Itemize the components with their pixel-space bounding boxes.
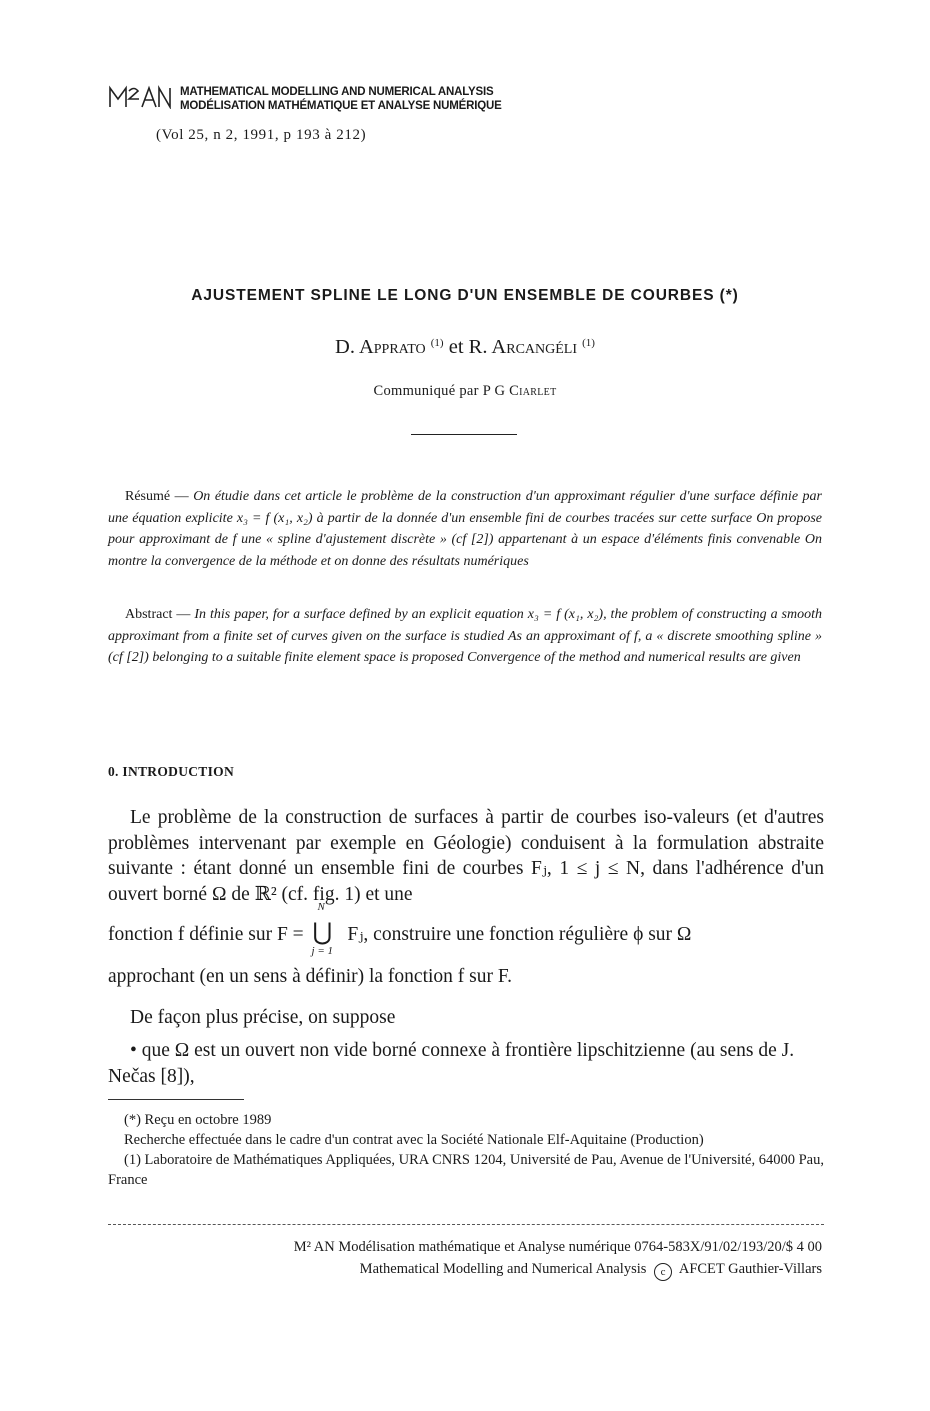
author-1: D. Apprato (335, 336, 426, 358)
intro-paragraph-1-end: approchant (en un sens à définir) la fonction f sur F. (108, 966, 513, 987)
abstract-block (108, 604, 822, 669)
abstract-label: Abstract — (125, 607, 191, 622)
section-heading: 0. INTRODUCTION (108, 764, 235, 779)
journal-issn-line: M² AN Modélisation mathématique et Analyse numérique 0764-583X/91/02/193/20/$ 4 00 (293, 1239, 822, 1255)
union-operator (311, 901, 339, 957)
communicator-name: P G Ciarlet (482, 383, 557, 399)
journal-logo (108, 85, 174, 109)
communicated-label: Communiqué par (373, 383, 479, 399)
title-divider (411, 434, 517, 435)
article-title: AJUSTEMENT SPLINE LE LONG D'UN ENSEMBLE DE COURBES (*) (191, 287, 739, 304)
formula-line (108, 901, 692, 957)
author-conjunction: et (448, 336, 464, 358)
volume-info: (Vol 25, n 2, 1991, p 193 à 212) (156, 127, 367, 143)
resume-block (108, 486, 822, 572)
publisher-name: AFCET Gauthier-Villars (678, 1261, 822, 1277)
authors (0, 336, 930, 359)
abstract-text: In this paper, for a surface defined by an explicit equation x₃ = f (x₁, x₂), the problem of constructing a smooth approximant from a finite set of curves given on the surface is studied As an approximant of f, a « discrete smoothing spline » (cf [2]) belonging to a suitable finite element space is proposed Convergence of the method and numerical results are given (108, 607, 822, 665)
publisher-line (0, 1261, 822, 1281)
footnote-divider (108, 1099, 244, 1100)
communicated-by (0, 383, 930, 400)
intro-paragraph-1: Le problème de la construction de surfaces à partir de courbes iso-valeurs (et d'autres problèmes intervenant par exemple en Géologie) conduisent à la formulation abstraite suivante : étant donné un ensemble fini de courbes Fⱼ, 1 ≤ j ≤ N, dans l'adhérence d'un ouvert borné Ω de ℝ² (cf. fig. 1) et une (108, 807, 824, 905)
resume-text: On étudie dans cet article le problème de la construction d'un approximant régulier d'une surface définie par une équation explicite x₃ = f (x₁, x₂) à partir de la donnée d'un ensemble fini de courbes tracées sur cette surface On propose pour approximant de f une « spline d'ajustement discrète » (cf [2]) appartenant à un espace d'éléments finis convenable On montre la convergence de la méthode et on donne des résultats numériques (108, 489, 823, 569)
journal-title-fr: MODÉLISATION MATHÉMATIQUE ET ANALYSE NUMÉRIQUE (180, 100, 502, 112)
formula-prefix: fonction f définie sur F = (108, 924, 304, 945)
author-2-footnote-mark: (1) (582, 337, 595, 349)
footnotes (108, 1110, 824, 1190)
union-symbol: ⋃ (312, 920, 333, 946)
author-1-footnote-mark: (1) (430, 337, 444, 349)
resume-label: Résumé — (125, 489, 189, 504)
footnote-research: Recherche effectuée dans le cadre d'un contrat avec la Société Nationale Elf-Aquitaine (Production) (124, 1132, 704, 1148)
intro-paragraph-2: De façon plus précise, on suppose (130, 1007, 396, 1028)
union-upper-bound: N (317, 901, 325, 913)
footnote-received: (*) Reçu en octobre 1989 (124, 1112, 272, 1128)
formula-suffix: Fⱼ, construire une fonction régulière ϕ sur Ω (347, 924, 692, 945)
author-2: R. Arcangéli (468, 336, 578, 358)
publisher-journal-name: Mathematical Modelling and Numerical Analysis (359, 1261, 647, 1277)
page-bottom-divider (108, 1224, 824, 1225)
copyright-icon: c (654, 1263, 672, 1281)
journal-title-en: MATHEMATICAL MODELLING AND NUMERICAL ANALYSIS (180, 86, 494, 98)
intro-paragraph-3: • que Ω est un ouvert non vide borné connexe à frontière lipschitzienne (au sens de J. Nečas [8]), (108, 1040, 795, 1087)
union-lower-bound: j = 1 (311, 945, 334, 957)
footnote-affiliation: (1) Laboratoire de Mathématiques Appliquées, URA CNRS 1204, Université de Pau, Avenue de l'Université, 64000 Pau, France (108, 1152, 824, 1188)
